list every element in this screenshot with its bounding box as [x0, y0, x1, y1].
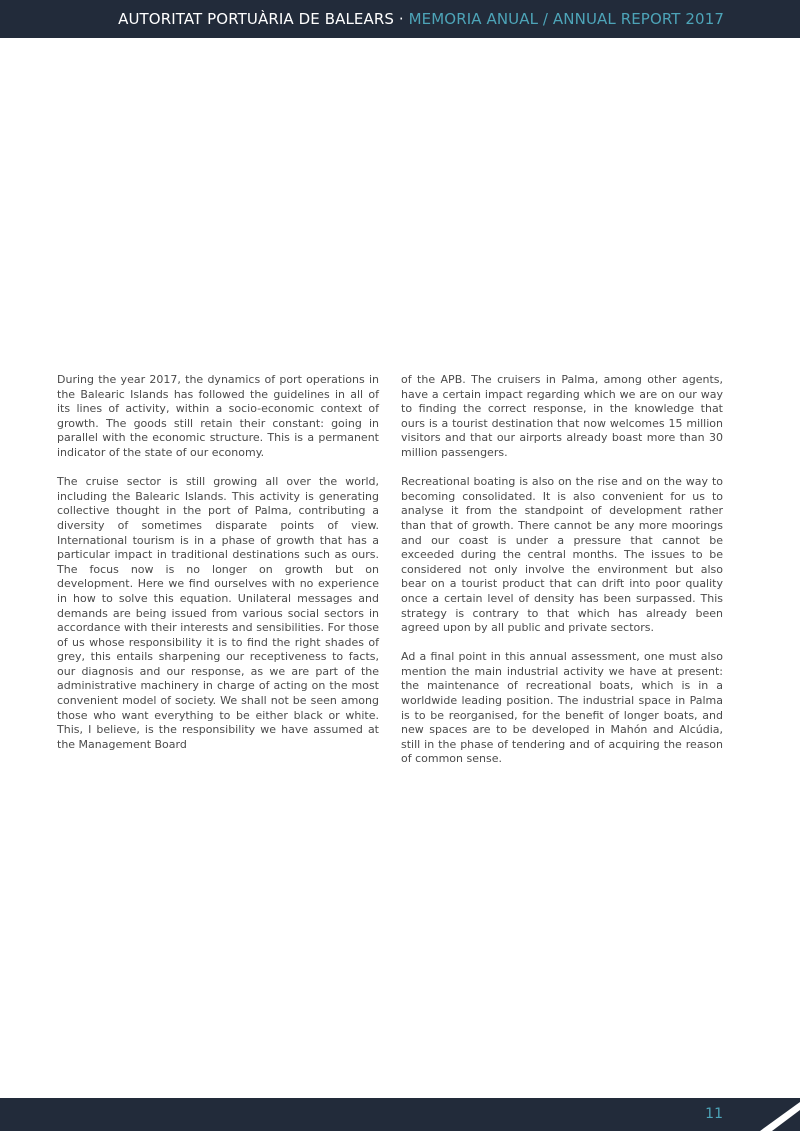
paragraph: During the year 2017, the dynamics of port operations in the Balearic Islands has followed the guidelines in all of its lines of activity, within a socio-economic context of growth. The goods still retain their constant: going in parallel with the economic structure. This is a permanent indicator of the state of our economy. [57, 373, 379, 459]
paragraph: Ad a final point in this annual assessment, one must also mention the main industrial activity we have at present: the maintenance of recreational boats, which is in a worldwide leading position. The industrial space in Palma is to be reorganised, for the benefit of longer boats, and new spaces are to be developed in Mahón and Alcúdia, still in the phase of tendering and of acquiring the reason of common sense. [401, 650, 723, 766]
paragraph: The cruise sector is still growing all over the world, including the Balearic Islands. This activity is generating collective thought in the port of Palma, contributing a diversity of sometimes disparate points of view. International tourism is in a phase of growth that has a particular impact in traditional destinations such as ours. The focus now is no longer on growth but on development. Here we find ourselves with no experience in how to solve this equation. Unilateral messages and demands are being issued from various social sectors in accordance with their interests and sensibilities. For those of us whose responsibility it is to find the right shades of grey, this entails sharpening our receptiveness to facts, our diagnosis and our response, as we are part of the administrative machinery in charge of acting on the most convenient model of society. We shall not be seen among those who want everything to be either black or white. This, I believe, is the responsibility we have assumed at the Management Board [57, 475, 379, 751]
paragraph: of the APB. The cruisers in Palma, among other agents, have a certain impact regarding which we are on our way to finding the correct response, in the knowledge that ours is a tourist destination that now welcomes 15 million visitors and that our airports already boast more than 30 million passengers. [401, 373, 723, 459]
header-org-name: AUTORITAT PORTUÀRIA DE BALEARS · [118, 10, 409, 28]
header-title [118, 10, 724, 28]
right-text-column [401, 373, 723, 782]
left-text-column [57, 373, 379, 767]
corner-stripe-decoration [730, 1098, 800, 1131]
paragraph: Recreational boating is also on the rise and on the way to becoming consolidated. It is also convenient for us to analyse it from the standpoint of development rather than that of growth. There cannot be any more moorings and our coast is under a pressure that cannot be exceeded during the central months. The issues to be considered not only involve the environment but also bear on a tourist product that can drift into poor quality once a certain level of density has been surpassed. This strategy is contrary to that which has already been agreed upon by all public and private sectors. [401, 475, 723, 635]
page-number: 11 [705, 1106, 723, 1122]
footer-bar [0, 1098, 800, 1131]
header-report-title: MEMORIA ANUAL / ANNUAL REPORT 2017 [408, 10, 724, 28]
